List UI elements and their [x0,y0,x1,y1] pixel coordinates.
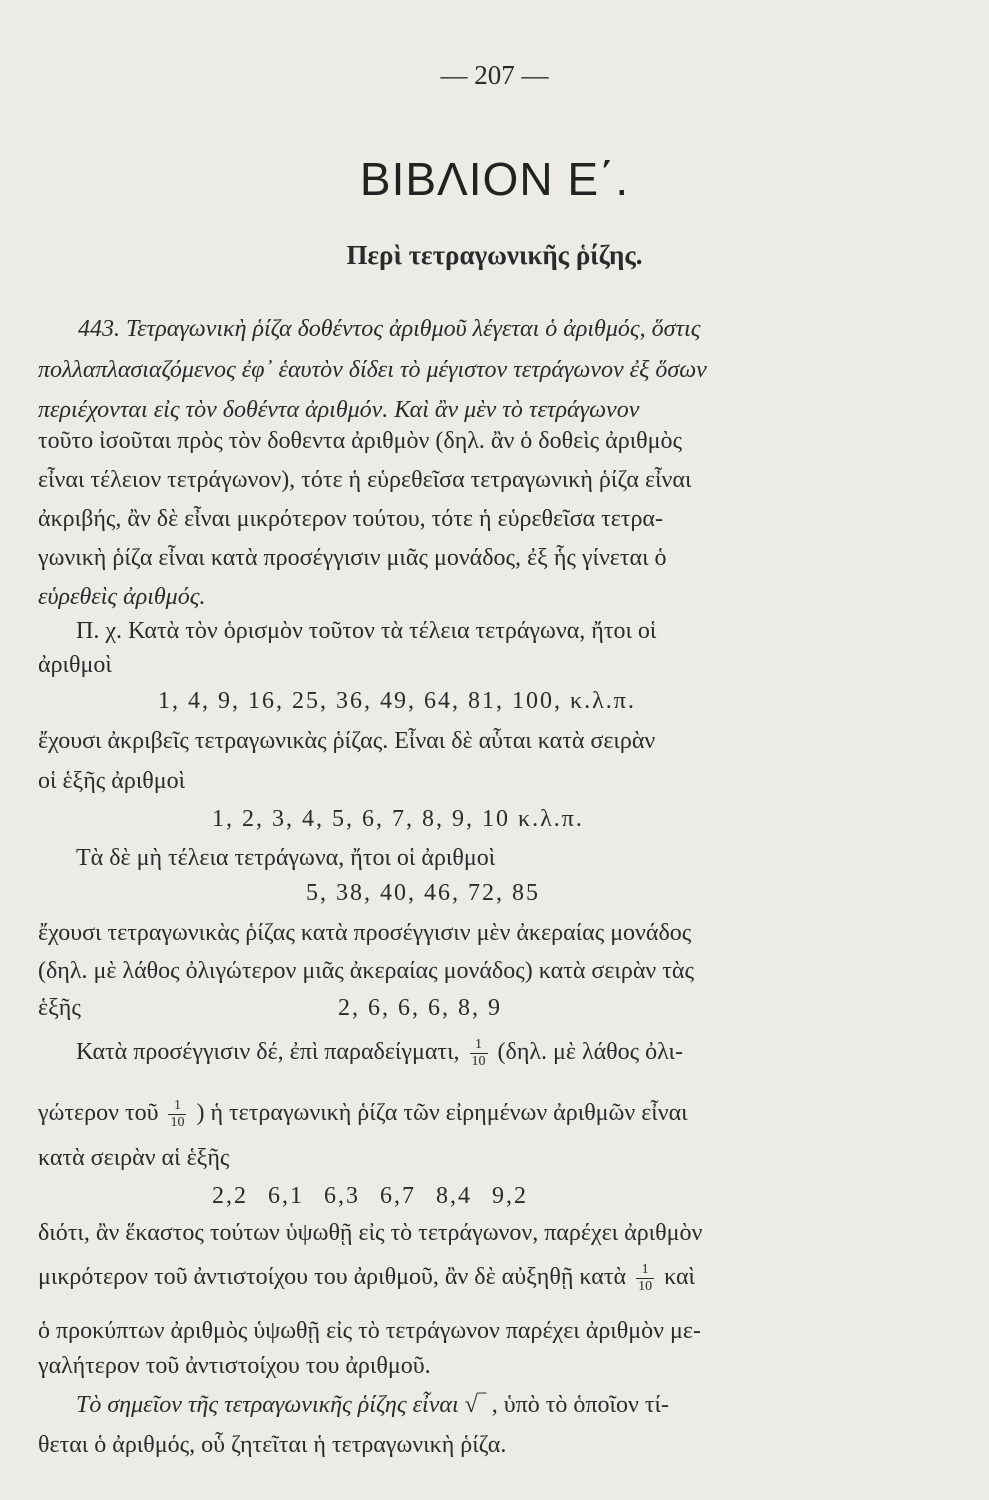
fraction-numerator: 1 [470,1037,488,1054]
text-line: ἀκριβής, ἂν δὲ εἶναι μικρότερον τούτου, τότε ἡ εὑρεθεῖσα τετρα- [38,506,663,532]
number-row: 1, 2, 3, 4, 5, 6, 7, 8, 9, 10 κ.λ.π. [212,806,584,832]
fraction [470,1037,488,1070]
text-span: μικρότερον τοῦ ἀντιστοίχου του ἀριθμοῦ, ἂν δὲ αὐξηθῇ κατὰ [38,1264,627,1291]
text-span: Κατὰ προσέγγισιν δέ, ἐπὶ παραδείγματι, [76,1039,460,1066]
text-span: Τὸ σημεῖον τῆς τετραγωνικῆς ῥίζης εἶναι [76,1392,459,1418]
text-line: ὁ προκύπτων ἀριθμὸς ὑψωθῇ εἰς τὸ τετράγωνον παρέχει ἀριθμὸν με- [38,1318,701,1344]
number-row: 2, 6, 6, 6, 8, 9 [338,995,502,1021]
number-row: 2,2 6,1 6,3 6,7 8,4 9,2 [212,1183,528,1209]
text-line: Π. χ. Κατὰ τὸν ὁρισμὸν τοῦτον τὰ τέλεια τετράγωνα, ἤτοι οἱ [76,618,657,644]
text-line [76,1037,683,1070]
text-span: (δηλ. μὲ λάθος ὀλι- [497,1039,683,1066]
text-line: εἶναι τέλειον τετράγωνον), τότε ἡ εὑρεθεῖσα τετραγωνικὴ ῥίζα εἶναι [38,467,692,493]
text-line: πολλαπλασιαζόμενος ἐφ᾽ ἑαυτὸν δίδει τὸ μέγιστον τετράγωνον ἐξ ὅσων [38,357,707,383]
text-line: γωνικὴ ῥίζα εἶναι κατὰ προσέγγισιν μιᾶς μονάδος, ἐξ ἧς γίνεται ὁ [38,545,667,571]
fraction [168,1098,186,1131]
text-line: Τὰ δὲ μὴ τέλεια τετράγωνα, ἤτοι οἱ ἀριθμοὶ [76,845,496,871]
section-title: Περὶ τετραγωνικῆς ῥίζης. [346,240,643,270]
fraction-numerator: 1 [636,1262,654,1279]
radical-sign: √‾ , [464,1392,498,1418]
text-span: γώτερον τοῦ [38,1100,159,1127]
fraction-denominator: 10 [170,1115,185,1130]
fraction-denominator: 10 [471,1054,486,1069]
text-line: ἀριθμοὶ [38,652,112,678]
text-line: τοῦτο ἰσοῦται πρὸς τὸν δοθεντα ἀριθμὸν (δηλ. ἂν ὁ δοθεὶς ἀριθμὸς [38,428,683,454]
page-number: — 207 — [440,60,549,90]
text-span: ὑπὸ τὸ ὁποῖον τί- [503,1392,669,1418]
text-line: γαλήτερον τοῦ ἀντιστοίχου του ἀριθμοῦ. [38,1353,431,1379]
fraction [636,1262,654,1295]
text-line: (δηλ. μὲ λάθος ὀλιγώτερον μιᾶς ἀκεραίας μονάδος) κατὰ σειρὰν τὰς [38,958,695,984]
fraction-denominator: 10 [638,1279,653,1294]
text-line: ἔχουσι ἀκριβεῖς τετραγωνικὰς ῥίζας. Εἶναι δὲ αὗται κατὰ σειρὰν [38,728,656,754]
text-line: κατὰ σειρὰν αἱ ἑξῆς [38,1145,230,1171]
text-line: θεται ὁ ἀριθμός, οὗ ζητεῖται ἡ τετραγωνικὴ ῥίζα. [38,1432,507,1458]
text-line: εὑρεθεὶς ἀριθμός. [38,584,206,610]
number-row: 5, 38, 40, 46, 72, 85 [306,880,540,906]
text-line [38,1262,695,1295]
text-line: ἔχουσι τετραγωνικὰς ῥίζας κατὰ προσέγγισιν μὲν ἀκεραίας μονάδος [38,920,692,946]
number-row: 1, 4, 9, 16, 25, 36, 49, 64, 81, 100, κ.λ.π. [158,688,636,714]
text-line: 443. Τετραγωνικὴ ῥίζα δοθέντος ἀριθμοῦ λέγεται ὁ ἀριθμός, ὅστις [78,316,701,342]
text-span: ) ἡ τετραγωνικὴ ῥίζα τῶν εἰρημένων ἀριθμῶν εἶναι [196,1100,688,1127]
text-line [76,1392,669,1419]
text-line [38,1098,688,1131]
text-line: οἱ ἑξῆς ἀριθμοὶ [38,768,186,794]
fraction-numerator: 1 [168,1098,186,1115]
text-line: ἑξῆς [38,995,81,1021]
book-title: ΒΙΒΛΙΟΝ Ε΄. [359,153,630,205]
text-span: καὶ [664,1264,695,1291]
text-line: διότι, ἂν ἕκαστος τούτων ὑψωθῇ εἰς τὸ τετράγωνον, παρέχει ἀριθμὸν [38,1220,703,1246]
text-line: περιέχονται εἰς τὸν δοθέντα ἀριθμόν. Καὶ ἂν μὲν τὸ τετράγωνον [38,397,640,423]
